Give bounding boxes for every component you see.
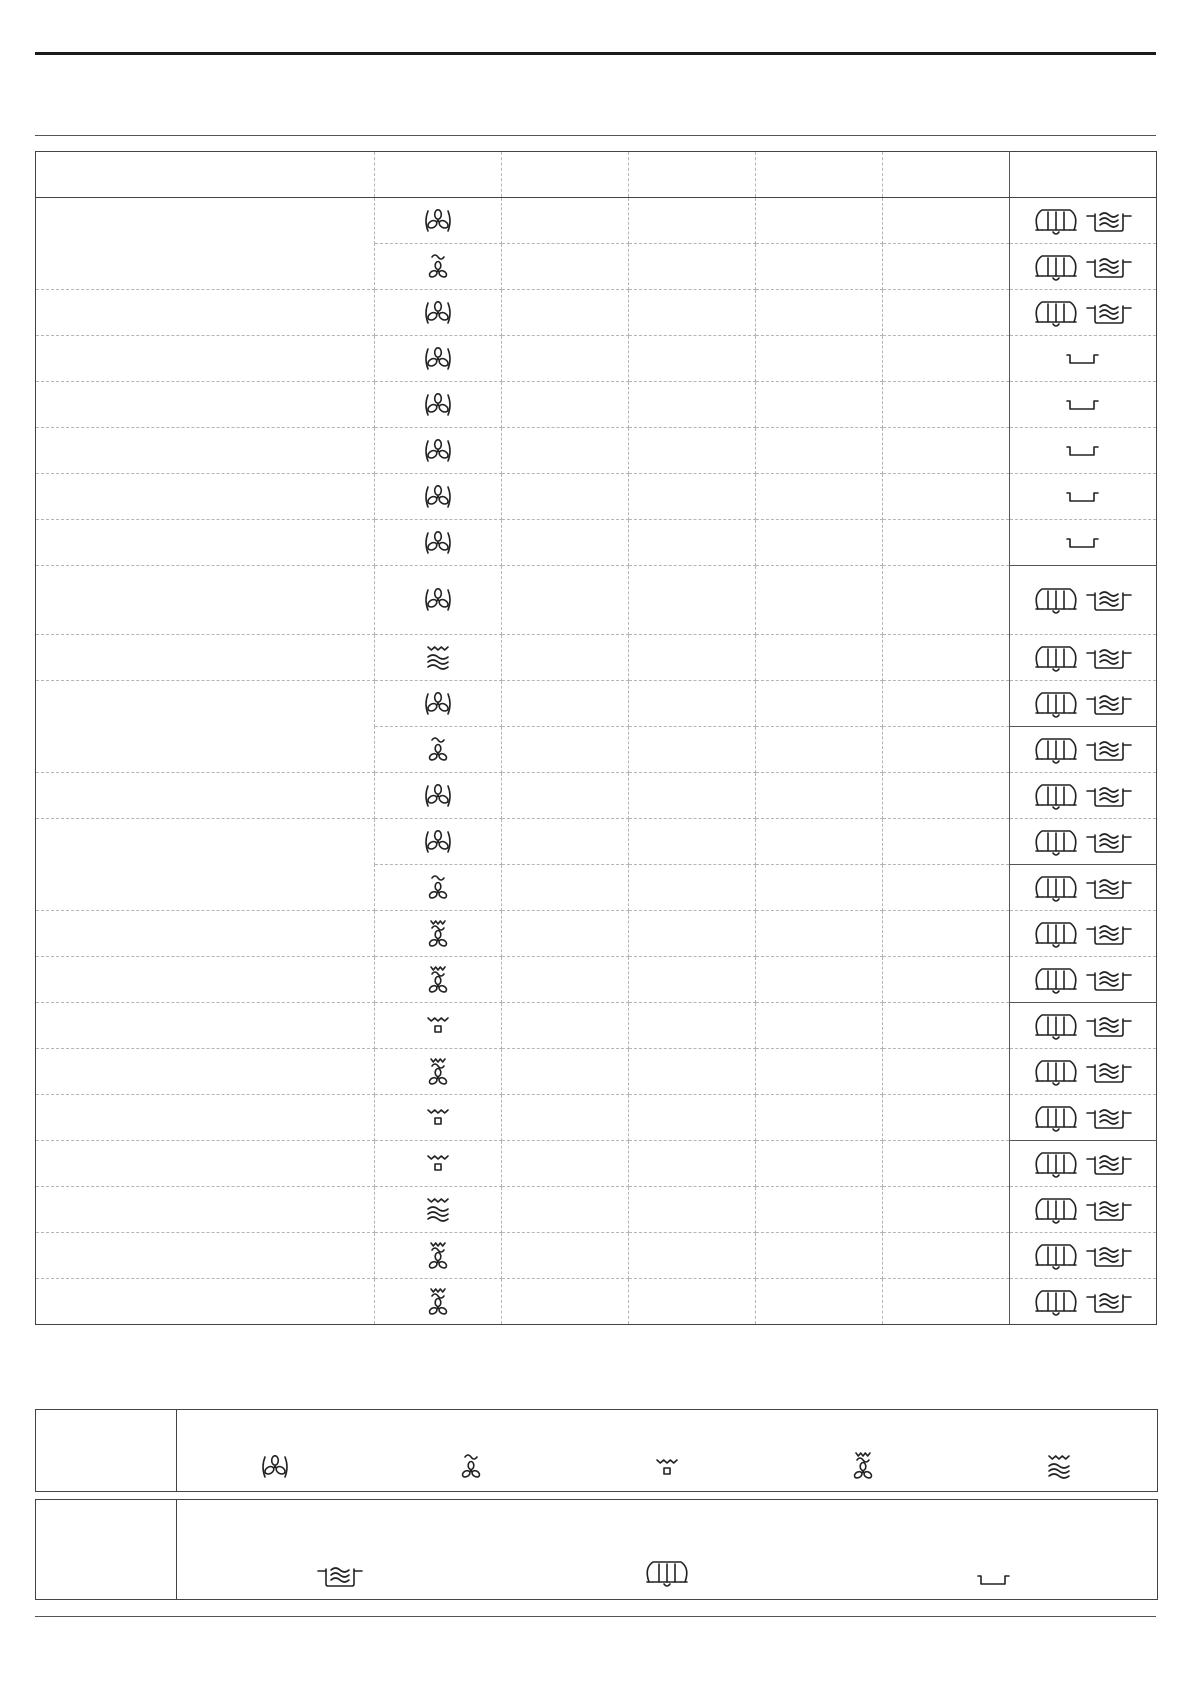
turbo-grill-icon (423, 1240, 453, 1272)
value-cell (629, 198, 756, 244)
baking-tray-icon (1065, 349, 1101, 369)
grill-rack-and-pan-icon (1010, 296, 1156, 330)
accessory-cell (1010, 428, 1157, 474)
value-cell (883, 957, 1010, 1003)
food-cell (36, 290, 375, 336)
food-cell (36, 428, 375, 474)
food-cell (36, 1003, 375, 1049)
value-cell (629, 635, 756, 681)
value-cell (629, 681, 756, 727)
grill-rack-and-pan-icon (1010, 917, 1156, 951)
accessory-cell (1010, 727, 1157, 773)
legend-cell (504, 1556, 831, 1590)
value-cell (629, 290, 756, 336)
value-cell (756, 727, 883, 773)
accessory-cell (1010, 1279, 1157, 1325)
fan-icon (423, 528, 453, 558)
food-cell (36, 1049, 375, 1095)
legend-cell (373, 1452, 569, 1482)
accessory-cell (1010, 911, 1157, 957)
food-cell (36, 566, 375, 635)
function-cell (375, 1187, 502, 1233)
grill-rack-and-pan-icon (1010, 779, 1156, 813)
food-cell (36, 474, 375, 520)
value-cell (756, 681, 883, 727)
value-cell (883, 290, 1010, 336)
value-cell (756, 382, 883, 428)
function-cell (375, 1049, 502, 1095)
function-cell (375, 1095, 502, 1141)
value-cell (502, 1141, 629, 1187)
grill-rack-and-pan-icon (1010, 1009, 1156, 1043)
value-cell (756, 1095, 883, 1141)
value-cell (629, 1187, 756, 1233)
value-cell (883, 198, 1010, 244)
grill-pan-icon (316, 1562, 364, 1590)
full-grill-icon (423, 1195, 453, 1225)
grill-rack-and-pan-icon (1010, 963, 1156, 997)
turbo-grill-icon (423, 1286, 453, 1318)
table-header-row (36, 152, 1157, 198)
food-cell (36, 382, 375, 428)
value-cell (502, 566, 629, 635)
function-cell (375, 290, 502, 336)
function-cell (375, 819, 502, 865)
accessory-cell (1010, 244, 1157, 290)
food-cell (36, 1233, 375, 1279)
accessory-legend-label (36, 1500, 177, 1599)
value-cell (629, 1003, 756, 1049)
fan-icon (260, 1452, 290, 1482)
function-cell (375, 681, 502, 727)
value-cell (629, 244, 756, 290)
turbo-grill-icon (848, 1450, 878, 1482)
value-cell (502, 865, 629, 911)
value-cell (883, 382, 1010, 428)
legend-cell (177, 1562, 504, 1590)
value-cell (756, 428, 883, 474)
value-cell (502, 474, 629, 520)
accessory-cell (1010, 336, 1157, 382)
value-cell (883, 865, 1010, 911)
value-cell (502, 1187, 629, 1233)
value-cell (629, 865, 756, 911)
bottom-rule (35, 1616, 1156, 1617)
food-cell (36, 819, 375, 911)
table-row (36, 1003, 1157, 1049)
wire-rack-icon (644, 1556, 690, 1590)
value-cell (883, 1095, 1010, 1141)
value-cell (502, 198, 629, 244)
value-cell (756, 1003, 883, 1049)
grill-rack-and-pan-icon (1010, 1147, 1156, 1181)
header-cell (629, 152, 756, 198)
full-grill-icon (1044, 1452, 1074, 1482)
value-cell (629, 336, 756, 382)
value-cell (502, 1279, 629, 1325)
grill-rack-and-pan-icon (1010, 733, 1156, 767)
accessory-cell (1010, 520, 1157, 566)
table-row (36, 566, 1157, 635)
value-cell (502, 336, 629, 382)
value-cell (502, 382, 629, 428)
accessory-cell (1010, 681, 1157, 727)
value-cell (756, 1279, 883, 1325)
value-cell (883, 635, 1010, 681)
table-row (36, 336, 1157, 382)
fan-icon (423, 298, 453, 328)
accessory-cell (1010, 635, 1157, 681)
accessory-cell (1010, 773, 1157, 819)
table-row (36, 1233, 1157, 1279)
value-cell (756, 198, 883, 244)
value-cell (756, 474, 883, 520)
grill-rack-and-pan-icon (1010, 1193, 1156, 1227)
food-cell (36, 198, 375, 290)
value-cell (502, 727, 629, 773)
function-cell (375, 635, 502, 681)
fan-icon (423, 436, 453, 466)
legend-cell (830, 1570, 1157, 1590)
table-row (36, 773, 1157, 819)
value-cell (756, 773, 883, 819)
value-cell (629, 1095, 756, 1141)
function-cell (375, 566, 502, 635)
accessory-cell (1010, 1095, 1157, 1141)
table-row (36, 1095, 1157, 1141)
value-cell (756, 1141, 883, 1187)
value-cell (502, 819, 629, 865)
value-cell (502, 1003, 629, 1049)
grill-rack-and-pan-icon (1010, 825, 1156, 859)
table-row (36, 681, 1157, 727)
function-cell (375, 198, 502, 244)
grill-rack-and-pan-icon (1010, 1101, 1156, 1135)
food-cell (36, 773, 375, 819)
value-cell (502, 911, 629, 957)
function-cell (375, 773, 502, 819)
value-cell (883, 474, 1010, 520)
grill-rack-and-pan-icon (1010, 583, 1156, 617)
value-cell (883, 1049, 1010, 1095)
legend-cell (765, 1450, 961, 1482)
table-row (36, 635, 1157, 681)
baking-tray-icon (1065, 487, 1101, 507)
value-cell (883, 1233, 1010, 1279)
accessory-cell (1010, 1003, 1157, 1049)
value-cell (756, 336, 883, 382)
function-cell (375, 1279, 502, 1325)
grill-rack-and-pan-icon (1010, 687, 1156, 721)
grill-rack-and-pan-icon (1010, 1055, 1156, 1089)
value-cell (756, 1187, 883, 1233)
accessory-cell (1010, 566, 1157, 635)
turbo-grill-icon (423, 1056, 453, 1088)
turbo-grill-icon (423, 964, 453, 996)
value-cell (502, 635, 629, 681)
value-cell (883, 520, 1010, 566)
value-cell (502, 1049, 629, 1095)
baking-tray-icon (1065, 441, 1101, 461)
table-row (36, 1049, 1157, 1095)
value-cell (883, 1141, 1010, 1187)
value-cell (629, 382, 756, 428)
header-rule (35, 135, 1156, 136)
value-cell (883, 773, 1010, 819)
table-row (36, 520, 1157, 566)
function-legend-label (36, 1410, 177, 1491)
value-cell (629, 819, 756, 865)
fan-grill-icon (456, 1452, 486, 1482)
value-cell (629, 474, 756, 520)
header-cell (1010, 152, 1157, 198)
turbo-grill-icon (423, 918, 453, 950)
value-cell (756, 911, 883, 957)
fan-grill-icon (423, 735, 453, 765)
value-cell (629, 1233, 756, 1279)
function-cell (375, 428, 502, 474)
table-row (36, 1141, 1157, 1187)
value-cell (883, 1187, 1010, 1233)
function-legend (35, 1409, 1158, 1492)
function-cell (375, 911, 502, 957)
accessory-cell (1010, 198, 1157, 244)
food-cell (36, 1141, 375, 1187)
value-cell (756, 957, 883, 1003)
accessory-cell (1010, 1233, 1157, 1279)
function-cell (375, 957, 502, 1003)
accessory-cell (1010, 1049, 1157, 1095)
grill-rack-and-pan-icon (1010, 1239, 1156, 1273)
food-cell (36, 681, 375, 773)
accessory-cell (1010, 819, 1157, 865)
top-rule (35, 52, 1156, 55)
accessory-cell (1010, 1141, 1157, 1187)
value-cell (502, 290, 629, 336)
small-grill-icon (423, 1150, 453, 1178)
function-cell (375, 865, 502, 911)
value-cell (629, 1279, 756, 1325)
value-cell (756, 865, 883, 911)
legend-cell (569, 1454, 765, 1482)
value-cell (883, 244, 1010, 290)
table-row (36, 198, 1157, 244)
accessory-cell (1010, 474, 1157, 520)
value-cell (756, 819, 883, 865)
table-row (36, 1279, 1157, 1325)
table-row (36, 474, 1157, 520)
grill-rack-and-pan-icon (1010, 250, 1156, 284)
grill-rack-and-pan-icon (1010, 204, 1156, 238)
value-cell (629, 566, 756, 635)
food-cell (36, 1279, 375, 1325)
function-cell (375, 336, 502, 382)
fan-icon (423, 585, 453, 615)
value-cell (883, 911, 1010, 957)
value-cell (502, 1095, 629, 1141)
value-cell (756, 1233, 883, 1279)
accessory-cell (1010, 865, 1157, 911)
value-cell (756, 520, 883, 566)
fan-icon (423, 206, 453, 236)
value-cell (502, 244, 629, 290)
value-cell (883, 336, 1010, 382)
function-cell (375, 382, 502, 428)
food-cell (36, 1095, 375, 1141)
header-cell (502, 152, 629, 198)
value-cell (883, 727, 1010, 773)
function-cell (375, 244, 502, 290)
baking-tray-icon (1065, 533, 1101, 553)
fan-grill-icon (423, 252, 453, 282)
value-cell (629, 520, 756, 566)
value-cell (502, 773, 629, 819)
function-cell (375, 1003, 502, 1049)
grill-rack-and-pan-icon (1010, 871, 1156, 905)
fan-icon (423, 390, 453, 420)
food-cell (36, 911, 375, 957)
food-cell (36, 957, 375, 1003)
table-row (36, 911, 1157, 957)
function-cell (375, 1141, 502, 1187)
value-cell (883, 1003, 1010, 1049)
full-grill-icon (423, 643, 453, 673)
header-cell (756, 152, 883, 198)
table-row (36, 290, 1157, 336)
fan-icon (423, 781, 453, 811)
value-cell (502, 520, 629, 566)
table-row (36, 1187, 1157, 1233)
value-cell (629, 773, 756, 819)
value-cell (629, 1049, 756, 1095)
header-cell (883, 152, 1010, 198)
accessory-cell (1010, 957, 1157, 1003)
grill-rack-and-pan-icon (1010, 1285, 1156, 1319)
function-cell (375, 1233, 502, 1279)
table-row (36, 957, 1157, 1003)
value-cell (883, 428, 1010, 474)
food-cell (36, 336, 375, 382)
value-cell (756, 566, 883, 635)
food-cell (36, 1187, 375, 1233)
header-cell (36, 152, 375, 198)
value-cell (502, 957, 629, 1003)
legend-cell (177, 1452, 373, 1482)
header-cell (375, 152, 502, 198)
grill-rack-and-pan-icon (1010, 641, 1156, 675)
value-cell (883, 819, 1010, 865)
value-cell (883, 681, 1010, 727)
accessory-cell (1010, 290, 1157, 336)
accessory-cell (1010, 1187, 1157, 1233)
small-grill-icon (423, 1104, 453, 1132)
fan-icon (423, 482, 453, 512)
table-row (36, 819, 1157, 865)
table-row (36, 428, 1157, 474)
fan-icon (423, 689, 453, 719)
accessory-legend (35, 1499, 1158, 1600)
small-grill-icon (652, 1454, 682, 1482)
value-cell (756, 290, 883, 336)
fan-icon (423, 344, 453, 374)
value-cell (883, 566, 1010, 635)
table-row (36, 382, 1157, 428)
fan-grill-icon (423, 873, 453, 903)
value-cell (502, 428, 629, 474)
baking-tray-icon (1065, 395, 1101, 415)
value-cell (629, 957, 756, 1003)
legend-cell (961, 1452, 1157, 1482)
value-cell (629, 1141, 756, 1187)
value-cell (629, 727, 756, 773)
food-cell (36, 635, 375, 681)
food-cell (36, 520, 375, 566)
value-cell (629, 911, 756, 957)
value-cell (629, 428, 756, 474)
value-cell (756, 1049, 883, 1095)
value-cell (756, 635, 883, 681)
accessory-cell (1010, 382, 1157, 428)
value-cell (502, 1233, 629, 1279)
function-cell (375, 520, 502, 566)
function-cell (375, 727, 502, 773)
value-cell (502, 681, 629, 727)
value-cell (883, 1279, 1010, 1325)
small-grill-icon (423, 1012, 453, 1040)
fan-icon (423, 827, 453, 857)
baking-tray-icon (976, 1570, 1012, 1590)
cooking-table (35, 151, 1157, 1325)
function-cell (375, 474, 502, 520)
value-cell (756, 244, 883, 290)
